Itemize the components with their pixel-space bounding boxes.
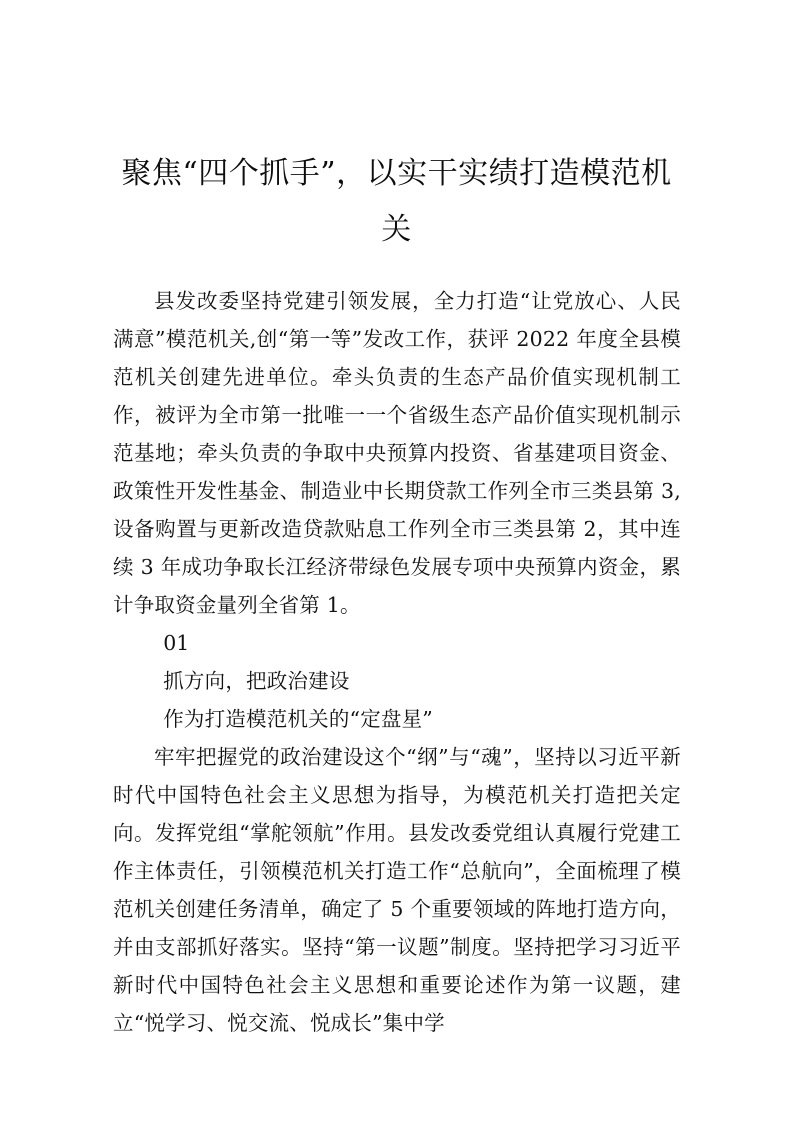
section-heading-line-1: 抓方向，把政治建设 — [163, 669, 350, 693]
section-heading-line-2: 作为打造模范机关的“定盘星” — [163, 707, 433, 731]
paragraph-intro: 县发改委坚持党建引领发展，全力打造“让党放心、人民满意”模范机关,创“第一等”发改工作，获评 2022 年度全县模范机关创建先进单位。牵头负责的生态产品价值实现机制工作，被评为全市第一批唯一一个省级生态产品价值实现机制示范基地；牵头负责的争取中央预算内投资、省基建项目资金、政策性开发性基金、制造业中长期贷款工作列全市三类县第 3,设备购置与更新改造贷款贴息工作列全市三类县第 2，其中连续 3 年成功争取长江经济带绿色发展专项中央预算内资金，累计争取资金量列全省第 1。 — [113, 289, 681, 617]
page-title: 聚焦“四个抓手”，以实干实绩打造模范机关 — [121, 156, 672, 248]
section-number-01: 01 — [163, 631, 190, 655]
paragraph-section-01-body: 牢牢把握党的政治建设这个“纲”与“魂”，坚持以习近平新时代中国特色社会主义思想为指导，为模范机关打造把关定向。发挥党组“掌舵领航”作用。县发改委党组认真履行党建工作主体责任，引领模范机关打造工作“总航向”，全面梳理了模范机关创建任务清单，确定了 5 个重要领域的阵地打造方向，并由支部抓好落实。坚持“第一议题”制度。坚持把学习习近平新时代中国特色社会主义思想和重要论述作为第一议题，建立“悦学习、悦交流、悦成长”集中学 — [113, 745, 681, 1035]
document-body — [113, 282, 681, 1042]
